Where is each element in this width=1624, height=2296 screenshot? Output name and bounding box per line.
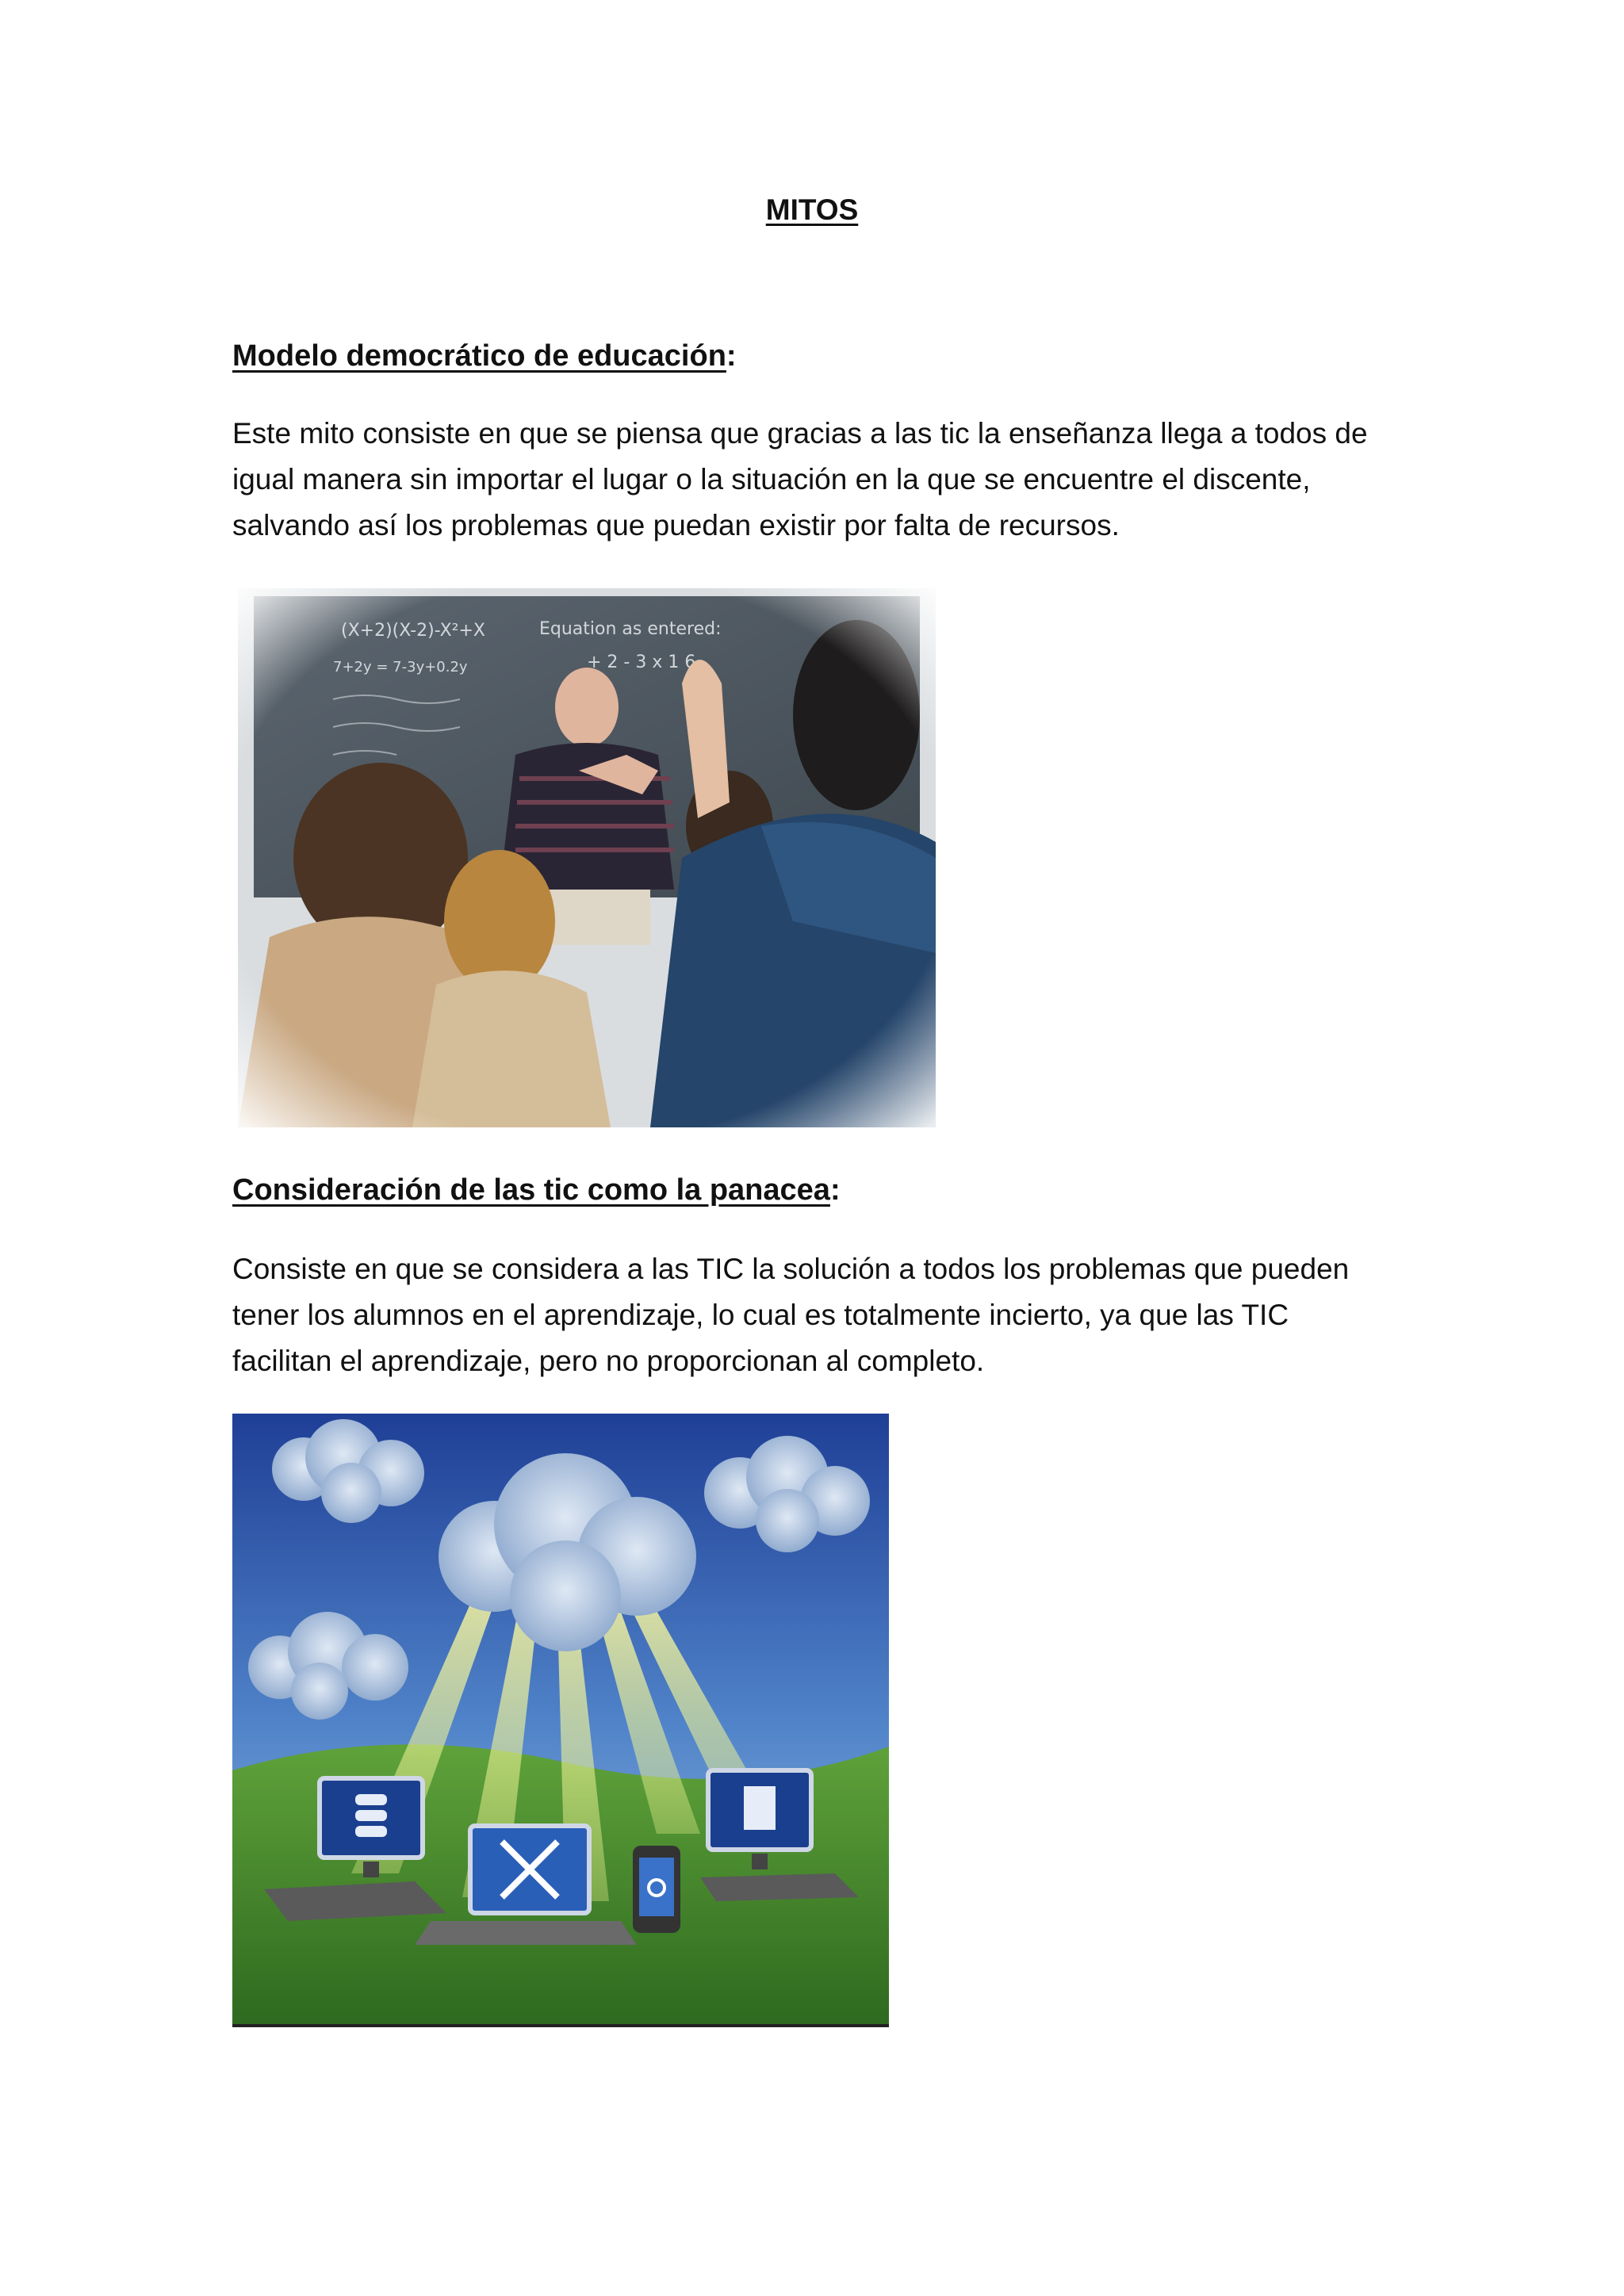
classroom-illustration [238, 588, 936, 1127]
section-heading-text: Consideración de las tic como la panacea [232, 1173, 830, 1207]
section-heading-panacea [232, 1173, 841, 1207]
section-paragraph-modelo: Este mito consiste en que se piensa que gracias a las tic la enseñanza llega a todos de igual manera sin importar el lugar o la situación en la que se encuentre el discente, salvando así los problemas que puedan existir por falta de recursos. [232, 417, 1368, 541]
cloud-computing-image [232, 1414, 889, 2024]
section-heading-colon: : [726, 339, 737, 373]
section-heading-modelo [232, 339, 737, 373]
cloud-computing-illustration [232, 1414, 889, 2027]
section-heading-colon: : [829, 1173, 841, 1207]
section-heading-text: Modelo democrático de educación [232, 339, 726, 373]
page-title [0, 193, 1624, 227]
classroom-photo [238, 588, 936, 1127]
device-phone-settings [633, 1846, 680, 1933]
page-title-text: MITOS [765, 193, 859, 226]
section-paragraph-panacea: Consiste en que se considera a las TIC la solución a todos los problemas que pueden tener los alumnos en el aprendizaje, lo cual es totalmente incierto, ya que las TIC facilitan el aprendizaje, pero no proporcionan al completo. [232, 1253, 1350, 1377]
